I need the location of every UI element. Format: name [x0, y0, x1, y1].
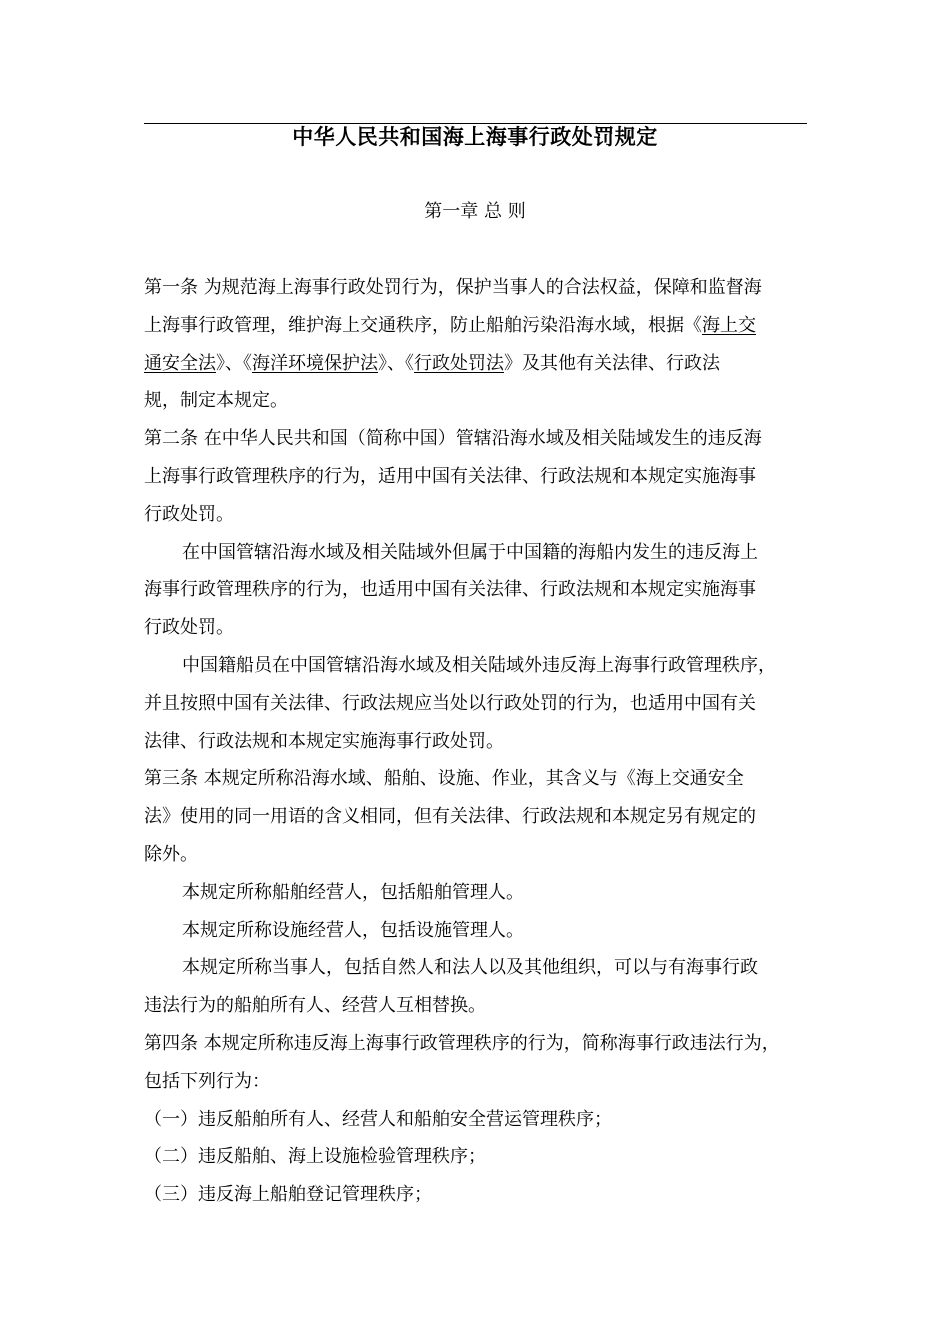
text-line [144, 307, 816, 345]
chapter-heading: 第一章 总 则 [424, 201, 526, 222]
text-segment: 上海事行政管理秩序的行为，适用中国有关法律、行政法规和本规定实施海事 [144, 465, 756, 487]
text-segment: 第一条 为规范海上海事行政处罚行为，保护当事人的合法权益，保障和监督海 [144, 277, 762, 298]
law-reference-link[interactable]: 行政处罚法 [414, 352, 504, 374]
text-line [144, 496, 816, 534]
law-reference-link[interactable]: 海上交 [702, 314, 756, 336]
text-line [144, 345, 816, 383]
text-segment: 中国籍船员在中国管辖沿海水域及相关陆域外违反海上海事行政管理秩序， [182, 654, 776, 676]
text-segment: 法》使用的同一用语的含义相同，但有关法律、行政法规和本规定另有规定的 [144, 806, 756, 828]
text-segment: 行政处罚。 [144, 503, 234, 525]
text-segment: 在中国管辖沿海水域及相关陆域外但属于中国籍的海船内发生的违反海上 [182, 541, 758, 563]
text-line [144, 458, 816, 496]
text-segment: （二）违反船舶、海上设施检验管理秩序； [144, 1146, 486, 1168]
text-segment: 规，制定本规定。 [144, 390, 288, 412]
text-segment: 违法行为的船舶所有人、经营人互相替换。 [144, 995, 486, 1017]
text-segment: 第四条 本规定所称违反海上海事行政管理秩序的行为，简称海事行政违法行为， [144, 1032, 780, 1054]
text-line [144, 420, 816, 458]
text-line [144, 609, 816, 647]
text-line [144, 534, 816, 572]
text-line [144, 1138, 816, 1176]
document-title: 中华人民共和国海上海事行政处罚规定 [292, 124, 658, 149]
text-segment: 》、《 [216, 352, 252, 374]
text-segment: 本规定所称设施经营人，包括设施管理人。 [182, 919, 524, 941]
text-line [144, 949, 816, 987]
text-segment: 上海事行政管理，维护海上交通秩序，防止船舶污染沿海水域，根据《 [144, 314, 702, 336]
text-segment: 》、《 [378, 352, 414, 374]
text-segment: 法律、行政法规和本规定实施海事行政处罚。 [144, 730, 504, 752]
text-line [144, 647, 816, 685]
text-segment: 除外。 [144, 843, 198, 865]
text-segment: 第二条 在中华人民共和国（简称中国）管辖沿海水域及相关陆域发生的违反海 [144, 428, 762, 450]
text-segment: 海事行政管理秩序的行为，也适用中国有关法律、行政法规和本规定实施海事 [144, 579, 756, 601]
text-line [144, 836, 816, 874]
text-segment: 本规定所称当事人，包括自然人和法人以及其他组织，可以与有海事行政 [182, 957, 758, 979]
text-line [144, 382, 816, 420]
text-segment: 》及其他有关法律、行政法 [504, 352, 720, 374]
text-segment: （三）违反海上船舶登记管理秩序； [144, 1184, 432, 1206]
law-reference-link[interactable]: 通安全法 [144, 352, 216, 374]
text-line [144, 1025, 816, 1063]
text-segment: 第三条 本规定所称沿海水域、船舶、设施、作业，其含义与《海上交通安全 [144, 768, 744, 790]
text-line [144, 1101, 816, 1139]
text-segment: 行政处罚。 [144, 617, 234, 639]
text-segment: 并且按照中国有关法律、行政法规应当处以行政处罚的行为，也适用中国有关 [144, 692, 756, 714]
text-line [144, 912, 816, 950]
text-line [144, 760, 816, 798]
text-line [144, 798, 816, 836]
document-body [144, 269, 816, 1214]
text-line [144, 269, 816, 307]
text-line [144, 1176, 816, 1214]
text-segment: （一）违反船舶所有人、经营人和船舶安全营运管理秩序； [144, 1108, 612, 1130]
text-line [144, 1063, 816, 1101]
text-line [144, 987, 816, 1025]
text-segment: 包括下列行为： [144, 1070, 270, 1092]
text-line [144, 685, 816, 723]
text-line [144, 571, 816, 609]
text-line [144, 874, 816, 912]
text-segment: 本规定所称船舶经营人，包括船舶管理人。 [182, 881, 524, 903]
law-reference-link[interactable]: 海洋环境保护法 [252, 352, 378, 374]
text-line [144, 723, 816, 761]
